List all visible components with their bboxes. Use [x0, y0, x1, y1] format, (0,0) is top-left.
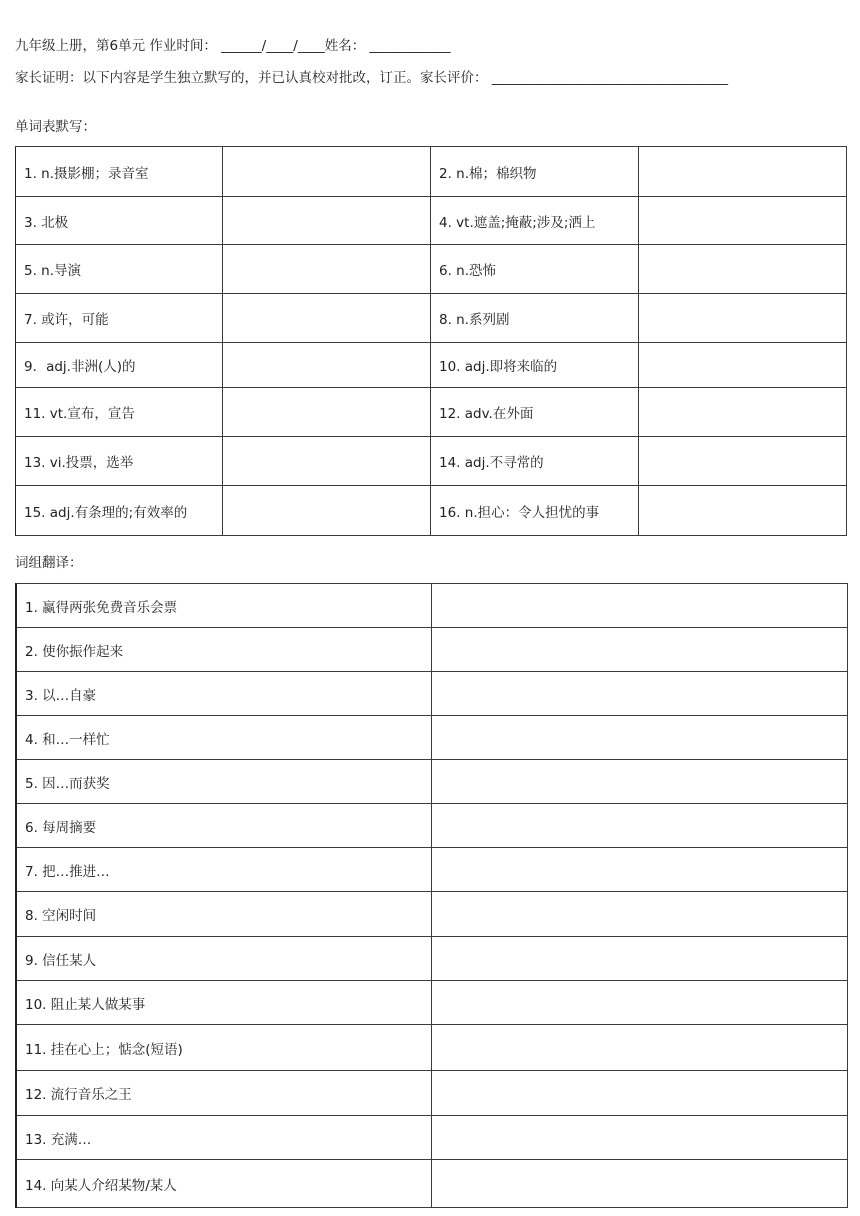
vocab-row — [16, 486, 847, 536]
vocab-answer-cell[interactable] — [223, 197, 431, 245]
vocab-table — [15, 146, 847, 536]
phrase-answer-cell[interactable] — [431, 981, 847, 1025]
vocab-answer-cell[interactable] — [223, 388, 431, 437]
vocab-answer-cell[interactable] — [639, 294, 847, 343]
vocab-prompt: 6. n.恐怖 — [431, 245, 639, 294]
phrase-answer-cell[interactable] — [431, 892, 847, 937]
vocab-prompt: 16. n.担心：令人担忧的事 — [431, 486, 639, 536]
phrase-row — [16, 937, 847, 981]
phrase-prompt: 12. 流行音乐之王 — [16, 1071, 431, 1116]
parent-certification-line: 家长证明：以下内容是学生独立默写的，并已认真校对批改，订正。家长评价： ___________________________________ — [15, 70, 729, 86]
phrase-answer-cell[interactable] — [431, 716, 847, 760]
phrase-answer-cell[interactable] — [431, 804, 847, 848]
vocab-answer-cell[interactable] — [639, 245, 847, 294]
vocab-answer-cell[interactable] — [639, 343, 847, 388]
vocab-answer-cell[interactable] — [223, 437, 431, 486]
phrase-section-title: 词组翻译： — [15, 555, 83, 571]
vocab-answer-cell[interactable] — [639, 437, 847, 486]
vocab-prompt: 8. n.系列剧 — [431, 294, 639, 343]
vocab-prompt: 9．adj.非洲(人)的 — [16, 343, 223, 388]
phrase-answer-cell[interactable] — [431, 1160, 847, 1208]
vocab-row — [16, 197, 847, 245]
phrase-answer-cell[interactable] — [431, 628, 847, 672]
phrase-row — [16, 848, 847, 892]
vocab-prompt: 5. n.导演 — [16, 245, 223, 294]
phrase-answer-cell[interactable] — [431, 760, 847, 804]
phrase-row — [16, 1160, 847, 1208]
phrase-answer-cell[interactable] — [431, 937, 847, 981]
phrase-row — [16, 981, 847, 1025]
phrase-row — [16, 892, 847, 937]
phrase-row — [16, 584, 847, 628]
vocab-answer-cell[interactable] — [223, 294, 431, 343]
phrase-row — [16, 1025, 847, 1071]
vocab-prompt: 1. n.摄影棚；录音室 — [16, 147, 223, 197]
phrase-prompt: 13. 充满… — [16, 1116, 431, 1160]
phrase-answer-cell[interactable] — [431, 1071, 847, 1116]
phrase-prompt: 1. 赢得两张免费音乐会票 — [16, 584, 431, 628]
vocab-prompt: 10. adj.即将来临的 — [431, 343, 639, 388]
phrase-prompt: 6. 每周摘要 — [16, 804, 431, 848]
header-line-1: 九年级上册，第6单元 作业时间： ______/____/____姓名： ____________ — [15, 38, 451, 54]
phrase-prompt: 9. 信任某人 — [16, 937, 431, 981]
vocab-prompt: 2. n.棉；棉织物 — [431, 147, 639, 197]
vocab-prompt: 4. vt.遮盖;掩蔽;涉及;洒上 — [431, 197, 639, 245]
phrase-prompt: 5. 因…而获奖 — [16, 760, 431, 804]
vocab-answer-cell[interactable] — [223, 245, 431, 294]
phrase-table — [15, 583, 848, 1208]
phrase-row — [16, 628, 847, 672]
vocab-row — [16, 343, 847, 388]
phrase-answer-cell[interactable] — [431, 1025, 847, 1071]
vocab-prompt: 12. adv.在外面 — [431, 388, 639, 437]
phrase-prompt: 3. 以…自豪 — [16, 672, 431, 716]
vocab-answer-cell[interactable] — [639, 147, 847, 197]
vocab-prompt: 13. vi.投票，选举 — [16, 437, 223, 486]
phrase-row — [16, 1116, 847, 1160]
phrase-row — [16, 760, 847, 804]
vocab-answer-cell[interactable] — [639, 486, 847, 536]
vocab-prompt: 15. adj.有条理的;有效率的 — [16, 486, 223, 536]
phrase-prompt: 7. 把…推进… — [16, 848, 431, 892]
phrase-answer-cell[interactable] — [431, 848, 847, 892]
phrase-prompt: 4. 和…一样忙 — [16, 716, 431, 760]
phrase-prompt: 2. 使你振作起来 — [16, 628, 431, 672]
vocab-prompt: 11. vt.宣布，宣告 — [16, 388, 223, 437]
vocab-row — [16, 245, 847, 294]
vocab-row — [16, 437, 847, 486]
vocab-row — [16, 147, 847, 197]
vocab-answer-cell[interactable] — [639, 197, 847, 245]
vocab-prompt: 3. 北极 — [16, 197, 223, 245]
phrase-answer-cell[interactable] — [431, 1116, 847, 1160]
phrase-row — [16, 716, 847, 760]
phrase-prompt: 8. 空闲时间 — [16, 892, 431, 937]
phrase-prompt: 11. 挂在心上；惦念(短语) — [16, 1025, 431, 1071]
vocab-answer-cell[interactable] — [223, 147, 431, 197]
vocab-prompt: 7. 或许，可能 — [16, 294, 223, 343]
vocab-section-title: 单词表默写： — [15, 119, 96, 135]
vocab-answer-cell[interactable] — [223, 343, 431, 388]
vocab-answer-cell[interactable] — [639, 388, 847, 437]
phrase-answer-cell[interactable] — [431, 672, 847, 716]
phrase-row — [16, 1071, 847, 1116]
vocab-answer-cell[interactable] — [223, 486, 431, 536]
phrase-answer-cell[interactable] — [431, 584, 847, 628]
phrase-prompt: 10. 阻止某人做某事 — [16, 981, 431, 1025]
vocab-row — [16, 294, 847, 343]
vocab-prompt: 14. adj.不寻常的 — [431, 437, 639, 486]
phrase-prompt: 14. 向某人介绍某物/某人 — [16, 1160, 431, 1208]
vocab-row — [16, 388, 847, 437]
phrase-row — [16, 804, 847, 848]
phrase-row — [16, 672, 847, 716]
